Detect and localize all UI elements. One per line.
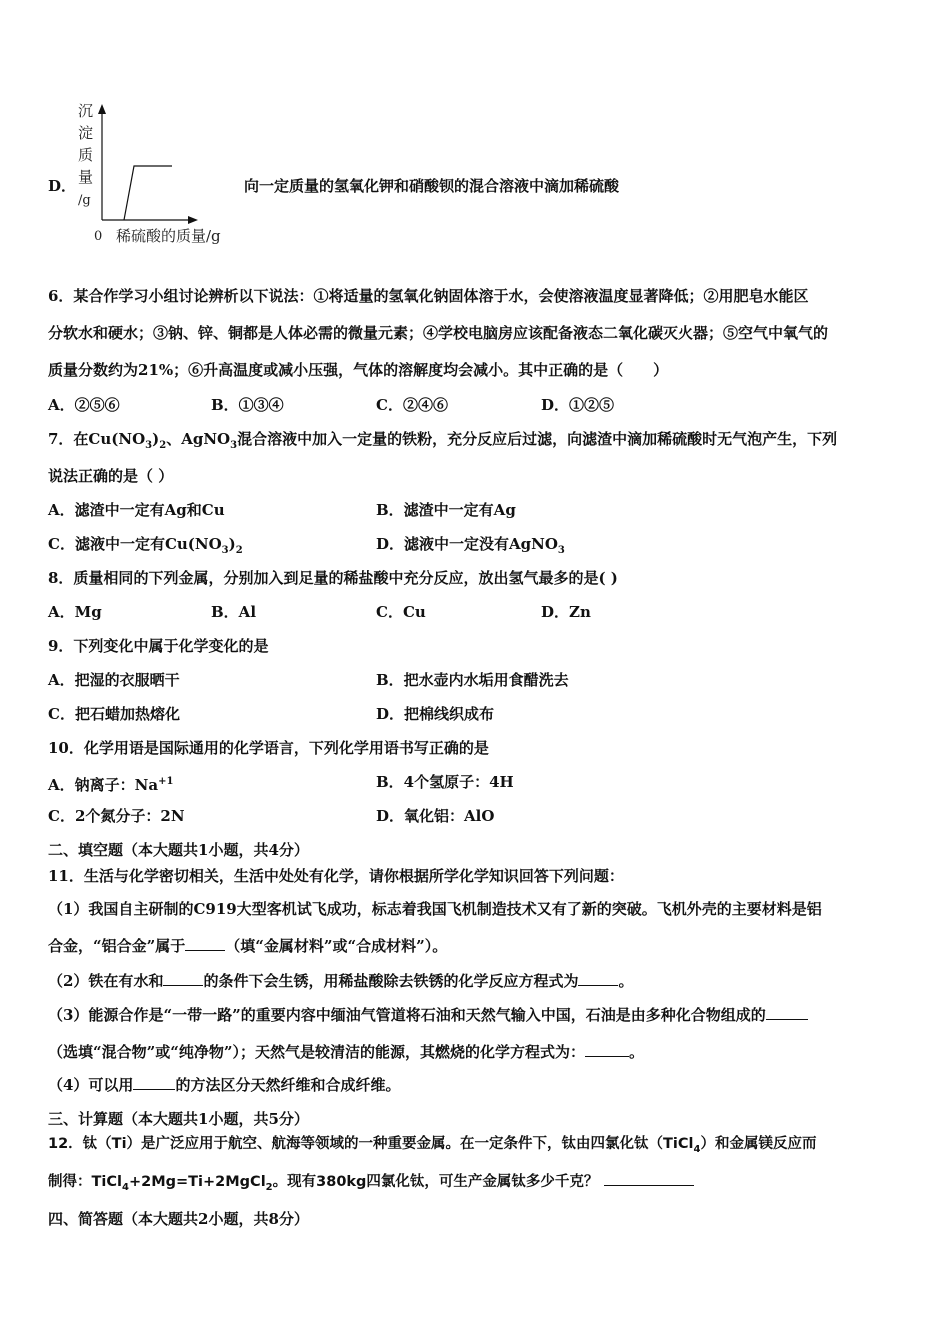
- q11-part3-line1: [48, 1005, 808, 1025]
- q8-option-d: D．Zn: [541, 603, 591, 621]
- q7-option-c-paren: ): [228, 535, 236, 553]
- q12-line2-text-b: +2Mg=Ti+2MgCl: [128, 1174, 266, 1190]
- q11-stem: 11．生活与化学密切相关，生活中处处有化学，请你根据所学化学知识回答下列问题：: [48, 867, 624, 885]
- q12-line2-text-a: 制得：TiCl: [48, 1174, 122, 1190]
- q7-option-c-text: C．滤液中一定有Cu(NO: [48, 535, 222, 553]
- q6-line-2: 分软水和硬水；③钠、锌、铜都是人体必需的微量元素；④学校电脑房应该配备液态二氧化碳灭火器；⑤空气中氧气的: [48, 324, 829, 342]
- y-label-char-1: 沉: [78, 102, 94, 120]
- q11-part3-blank-1[interactable]: [766, 1005, 808, 1020]
- q6-option-b: B．①③④: [211, 396, 284, 414]
- q9-stem: 9．下列变化中属于化学变化的是: [48, 637, 269, 655]
- q7-option-c: [48, 534, 243, 561]
- q12-line1-text-a: 12．钛（Ti）是广泛应用于航空、航海等领域的一种重要金属。在一定条件下，钛由四氯化钛（TiCl: [48, 1136, 694, 1152]
- q10-option-a: [48, 772, 173, 795]
- q7-option-c-sub-2: 2: [235, 545, 243, 556]
- y-unit: /g: [78, 193, 91, 208]
- graph-origin: 0: [94, 229, 103, 244]
- q8-option-a: A．Mg: [48, 603, 102, 621]
- q7-option-d-text: D．滤液中一定没有AgNO: [376, 535, 558, 553]
- precipitate-curve: [124, 166, 172, 220]
- x-label: 稀硫酸的质量/g: [116, 227, 221, 245]
- section-4-heading: 四、简答题（本大题共2小题，共8分）: [48, 1210, 309, 1228]
- q12-answer-blank[interactable]: [604, 1171, 694, 1186]
- q12-line1-text-b: ）和金属镁反应而: [700, 1136, 817, 1152]
- q9-option-d: D．把棉线织成布: [376, 705, 495, 723]
- q8-stem: 8．质量相同的下列金属，分别加入到足量的稀盐酸中充分反应，放出氢气最多的是( ): [48, 569, 618, 587]
- q11-part3-text-b: （选填“混合物”或“纯净物”）；天然气是较清洁的能源，其燃烧的化学方程式为：: [48, 1043, 586, 1061]
- q7-text-c: 、AgNO: [166, 430, 231, 448]
- y-label-char-3: 质: [78, 146, 94, 164]
- q11-part3-line2: [48, 1042, 644, 1062]
- q10-option-c: C．2个氮分子：2N: [48, 807, 185, 825]
- q10-option-b: B．4个氢原子：4H: [376, 773, 514, 791]
- y-label-char-2: 淀: [78, 124, 94, 142]
- q12-line2-sub-1: 4: [121, 1181, 129, 1193]
- section-2-heading: 二、填空题（本大题共1小题，共4分）: [48, 841, 309, 859]
- q10-option-a-sup: +1: [158, 776, 174, 787]
- q7-option-b: B．滤渣中一定有Ag: [376, 501, 516, 519]
- q11-part4: [48, 1075, 400, 1095]
- q11-part3-text-c: 。: [629, 1043, 645, 1061]
- q5-option-d-statement: 向一定质量的氢氧化钾和硝酸钡的混合溶液中滴加稀硫酸: [244, 177, 620, 195]
- q9-option-a: A．把湿的衣服晒干: [48, 671, 180, 689]
- q6-line-3: 质量分数约为21%；⑥升高温度或减小压强，气体的溶解度均会减小。其中正确的是（ ）: [48, 361, 669, 379]
- q5-option-d-label: D．: [48, 177, 77, 195]
- q11-part1-text-a: 合金，“铝合金”属于: [48, 937, 186, 955]
- q7-text-a: 7．在Cu(NO: [48, 430, 146, 448]
- q10-option-d: D．氧化铝：AlO: [376, 807, 495, 825]
- q11-part1-line1: （1）我国自主研制的C919大型客机试飞成功，标志着我国飞机制造技术又有了新的突破。飞机外壳的主要材料是铝: [48, 900, 822, 918]
- q7-text-d: 混合溶液中加入一定量的铁粉，充分反应后过滤，向滤渣中滴加稀硫酸时无气泡产生，下列: [237, 430, 838, 448]
- q12-line2-text-c: 。现有380kg四氯化钛，可生产金属钛多少千克？: [272, 1174, 599, 1190]
- q9-option-c: C．把石蜡加热熔化: [48, 705, 180, 723]
- q7-text-b: ): [152, 430, 160, 448]
- q11-part1-text-b: （填“金属材料”或“合成材料”）。: [225, 937, 448, 955]
- q10-stem: 10．化学用语是国际通用的化学语言，下列化学用语书写正确的是: [48, 739, 489, 757]
- q7-sub-3: 3: [230, 440, 238, 451]
- q6-option-c: C．②④⑥: [376, 396, 448, 414]
- q7-sub-1: 3: [145, 440, 153, 451]
- q7-option-d-sub: 3: [557, 545, 565, 556]
- q11-part2-text-b: 的条件下会生锈，用稀盐酸除去铁锈的化学反应方程式为: [203, 972, 579, 990]
- q5-option-d-graph: [72, 100, 252, 250]
- q7-option-d: [376, 534, 565, 561]
- q11-part2-text-c: 。: [618, 972, 634, 990]
- q11-part4-blank[interactable]: [133, 1075, 175, 1090]
- q7-line-2: 说法正确的是（ ）: [48, 467, 174, 485]
- q11-part2: [48, 971, 633, 991]
- q11-part1-line2: [48, 936, 447, 956]
- q12-line-2: [48, 1171, 694, 1198]
- q6-option-d: D．①②⑤: [541, 396, 615, 414]
- q11-part1-blank[interactable]: [185, 936, 225, 951]
- q12-line-1: [48, 1134, 816, 1160]
- q11-part4-text-b: 的方法区分天然纤维和合成纤维。: [175, 1076, 401, 1094]
- q11-part3-blank-2[interactable]: [585, 1042, 629, 1057]
- q6-line-1: 6．某合作学习小组讨论辨析以下说法：①将适量的氢氧化钠固体溶于水，会使溶液温度显著降低；②用肥皂水能区: [48, 287, 809, 305]
- q10-option-a-text: A．钠离子：Na: [48, 776, 159, 794]
- q9-option-b: B．把水壶内水垢用食醋洗去: [376, 671, 569, 689]
- q7-option-c-sub-1: 3: [221, 545, 229, 556]
- section-3-heading: 三、计算题（本大题共1小题，共5分）: [48, 1110, 309, 1128]
- q7-option-a: A．滤渣中一定有Ag和Cu: [48, 501, 225, 519]
- q8-option-b: B．Al: [211, 603, 257, 621]
- x-axis-arrow: [188, 216, 198, 224]
- q12-line2-sub-2: 2: [265, 1181, 273, 1193]
- q11-part2-blank-2[interactable]: [578, 971, 618, 986]
- y-axis-arrow: [98, 104, 106, 114]
- q11-part2-text-a: （2）铁在有水和: [48, 972, 164, 990]
- q8-option-c: C．Cu: [376, 603, 426, 621]
- q7-line-1: [48, 429, 837, 456]
- q11-part3-text-a: （3）能源合作是“一带一路”的重要内容中缅油气管道将石油和天然气输入中国，石油是由多种化合物组成的: [48, 1006, 766, 1024]
- q6-option-a: A．②⑤⑥: [48, 396, 120, 414]
- q11-part2-blank-1[interactable]: [163, 971, 203, 986]
- y-label-char-4: 量: [78, 168, 94, 186]
- q7-sub-2: 2: [159, 440, 167, 451]
- q12-line1-sub: 4: [693, 1143, 701, 1155]
- q11-part4-text-a: （4）可以用: [48, 1076, 134, 1094]
